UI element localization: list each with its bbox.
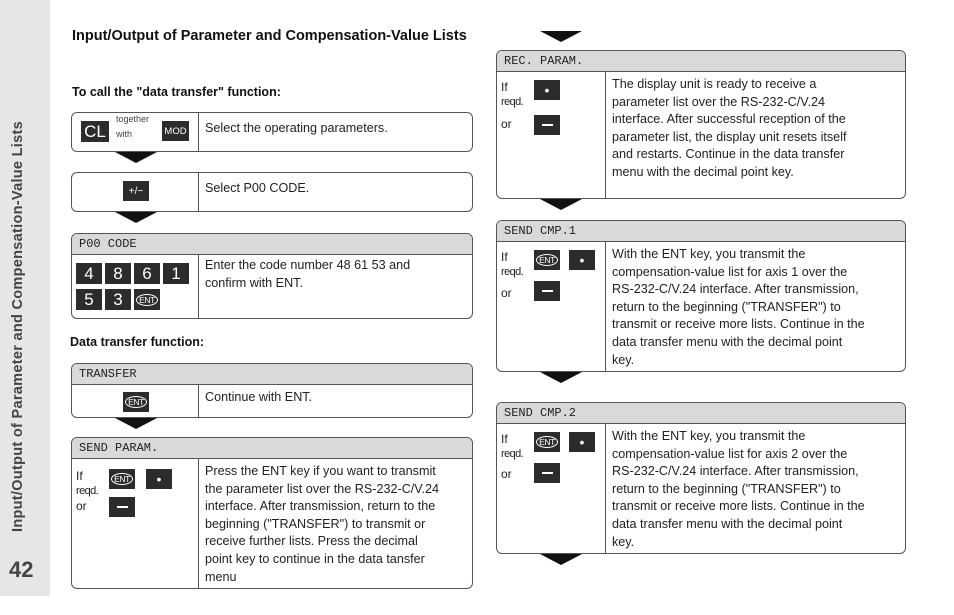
with-label: with [116,129,133,139]
step-code [71,233,473,319]
digit-key-5[interactable]: 5 [76,289,102,310]
step-operating [71,112,473,152]
decimal-point-key[interactable]: • [569,250,595,270]
ent-label: ENT [536,254,558,266]
step-p00 [71,172,473,212]
if-label: If [76,469,83,483]
code-text-line: Enter the code number 48 61 53 and [205,258,411,272]
send-param-line: Press the ENT key if you want to transmit [205,464,436,478]
step-send-cmp2 [496,402,906,554]
send-param-line: interface. After transmission, return to the [205,499,436,514]
ent-label: ENT [536,436,558,448]
transfer-title: TRANSFER [72,364,472,385]
send-cmp1-line: compensation-value list for axis 1 over the [612,264,848,279]
or-label: or [501,467,512,481]
flow-arrow [115,418,157,429]
send-param-title: SEND PARAM. [72,438,472,459]
send-cmp2-title: SEND CMP.2 [497,403,905,424]
ent-label: ENT [125,396,147,408]
rec-param-line: interface. After successful reception of the [612,112,846,127]
ent-key[interactable] [109,469,135,489]
flow-arrow [115,212,157,223]
send-param-line: menu [205,569,237,584]
send-cmp1-line: data transfer menu with the decimal point [612,334,843,349]
step-send-param [71,437,473,589]
send-cmp2-line: RS-232-C/V.24 interface. After transmission, [612,464,859,479]
ent-label: ENT [136,294,158,306]
rec-param-line: parameter list over the RS-232-C/V.24 [612,94,826,109]
send-cmp1-line: With the ENT key, you transmit the [612,247,806,261]
flow-arrow [540,199,582,210]
digit-key-4[interactable]: 4 [76,263,102,284]
send-cmp1-line: key. [612,352,635,367]
send-cmp2-line: return to the beginning ("TRANSFER") to [612,481,841,496]
transfer-heading: Data transfer function: [70,335,205,349]
flow-arrow [540,372,582,383]
or-label: or [501,286,512,300]
flow-arrow [540,554,582,565]
transfer-text: Continue with ENT. [205,390,313,404]
rec-param-title: REC. PARAM. [497,51,905,72]
send-cmp2-line: With the ENT key, you transmit the [612,429,806,443]
ent-key[interactable] [134,289,160,310]
side-title: Input/Output of Parameter and Compensation-Value Lists [10,121,26,532]
rec-param-line: parameter list, the display unit resets itself [612,129,847,144]
send-cmp1-title: SEND CMP.1 [497,221,905,242]
or-label: or [76,499,87,513]
reqd-label: reqd. [501,448,524,460]
digit-key-8[interactable]: 8 [105,263,131,284]
ent-key[interactable] [534,250,560,270]
if-label: If [501,250,508,264]
together-label: together [116,114,150,124]
minus-key[interactable] [534,115,560,135]
digit-key-6[interactable]: 6 [134,263,160,284]
call-heading: To call the "data transfer" function: [72,85,281,99]
decimal-point-key[interactable]: • [569,432,595,452]
step-transfer [71,363,473,418]
digit-key-1[interactable]: 1 [163,263,189,284]
rec-param-line: The display unit is ready to receive a [612,77,817,91]
send-param-line: receive further lists. Press the decimal [205,534,418,549]
minus-key[interactable] [534,281,560,301]
digit-key-3[interactable]: 3 [105,289,131,310]
ent-label: ENT [111,473,133,485]
send-param-line: the parameter list over the RS-232-C/V.24 [205,481,440,496]
rec-param-line: menu with the decimal point key. [612,164,794,179]
plus-minus-key[interactable]: +/− [123,181,149,201]
minus-key[interactable] [534,463,560,483]
or-label: or [501,117,512,131]
page-number: 42 [9,557,34,582]
if-label: If [501,432,508,446]
send-cmp2-line: data transfer menu with the decimal point [612,516,843,531]
send-cmp2-line: key. [612,534,635,549]
cl-key[interactable]: CL [81,121,109,142]
send-cmp2-line: transmit or receive more lists. Continue in the [612,499,865,514]
send-param-line: beginning ("TRANSFER") to transmit or [205,516,426,531]
reqd-label: reqd. [501,96,524,108]
decimal-point-key[interactable]: • [534,80,560,100]
send-param-line: point key to continue in the data tansfer [205,551,425,566]
send-cmp1-line: return to the beginning ("TRANSFER") to [612,299,841,314]
flow-arrow [115,152,157,163]
p00-text: Select P00 CODE. [205,181,310,195]
decimal-point-key[interactable]: • [146,469,172,489]
send-cmp1-line: transmit or receive more lists. Continue in the [612,317,865,332]
step-send-cmp1 [496,220,906,372]
if-label: If [501,80,508,94]
ent-key[interactable] [123,392,149,412]
flow-arrow [540,31,582,42]
ent-key[interactable] [534,432,560,452]
send-cmp1-line: RS-232-C/V.24 interface. After transmission, [612,282,859,297]
step-rec-param [496,50,906,199]
minus-key[interactable] [109,497,135,517]
reqd-label: reqd. [76,485,99,497]
mod-key[interactable]: MOD [162,121,189,141]
rec-param-line: and restarts. Continue in the data transfer [612,147,845,162]
page-heading: Input/Output of Parameter and Compensation-Value Lists [72,28,467,44]
operating-text: Select the operating parameters. [205,121,388,135]
code-title: P00 CODE [72,234,472,255]
code-text-line: confirm with ENT. [205,275,303,290]
send-cmp2-line: compensation-value list for axis 2 over the [612,446,848,461]
reqd-label: reqd. [501,266,524,278]
